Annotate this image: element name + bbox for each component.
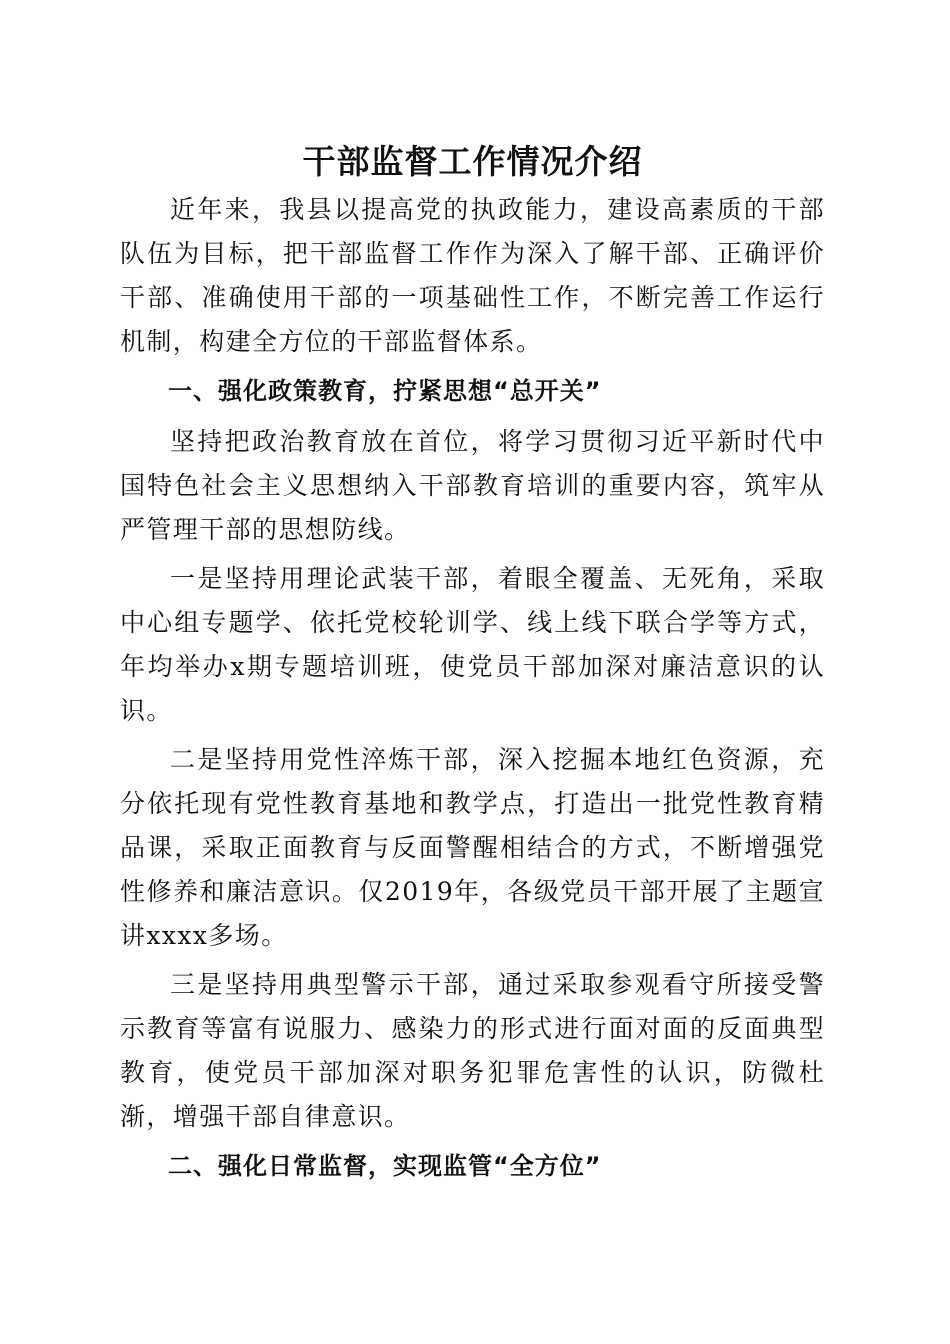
section-1-paragraph: 三是坚持用典型警示干部，通过采取参观看守所接受警示教育等富有说服力、感染力的形式进行面对面的反面典型教育，使党员干部加深对职务犯罪危害性的认识，防微杜渐，增强干部自律意识。 xyxy=(120,970,825,1131)
intro-paragraph: 近年来，我县以提高党的执政能力，建设高素质的干部队伍为目标，把干部监督工作作为深入了解干部、正确评价干部、准确使用干部的一项基础性工作，不断完善工作运行机制，构建全方位的干部监督体系。 xyxy=(120,195,825,356)
document-title: 干部监督工作情况介绍 xyxy=(302,142,643,181)
section-1-paragraph: 一是坚持用理论武装干部，着眼全覆盖、无死角，采取中心组专题学、依托党校轮训学、线上线下联合学等方式，年均举办x期专题培训班，使党员干部加深对廉洁意识的认识。 xyxy=(120,564,825,725)
section-2-heading: 二、强化日常监督，实现监管“全方位” xyxy=(168,1152,602,1180)
section-1-heading: 一、强化政策教育，拧紧思想“总开关” xyxy=(168,377,602,405)
document-body xyxy=(120,138,825,1195)
section-1-paragraph: 二是坚持用党性淬炼干部，深入挖掘本地红色资源，充分依托现有党性教育基地和教学点，打造出一批党性教育精品课，采取正面教育与反面警醒相结合的方式，不断增强党性修养和廉洁意识。仅2019年，各级党员干部开展了主题宣讲xxxx多场。 xyxy=(120,745,825,950)
section-1-paragraph: 坚持把政治教育放在首位，将学习贯彻习近平新时代中国特色社会主义思想纳入干部教育培训的重要内容，筑牢从严管理干部的思想防线。 xyxy=(120,427,825,544)
